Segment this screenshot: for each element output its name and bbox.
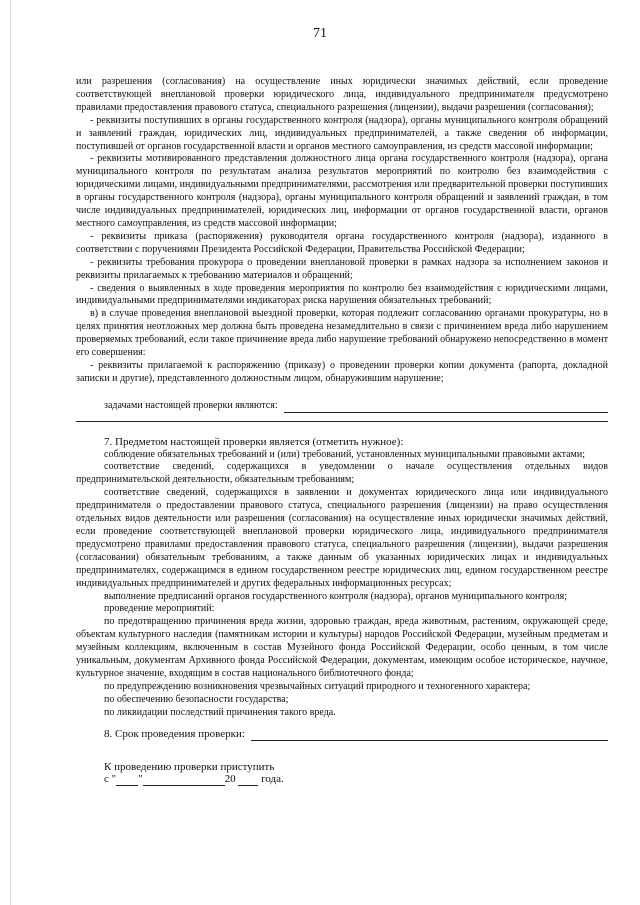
subject-item: проведение мероприятий: bbox=[104, 603, 215, 615]
paragraph: - реквизиты приказа (распоряжения) руководителя органа государственного контроля (надзора), изданного в соответствии с поручениями Президента Российской Федерации, Правительства Российской Федерации; bbox=[76, 230, 608, 255]
tasks-row bbox=[76, 400, 608, 413]
subject-item: по ликвидации последствий причинения такого вреда. bbox=[104, 706, 336, 718]
subject-item: соответствие сведений, содержащихся в заявлении и документах юридического лица или индивидуального предпринимателя о предоставлении правового статуса, специального разрешения (лицензии) на право осуществления отдельных видов деятельности или разрешения (согласования) на осуществление иных юридически значимых действий, если проведение соответствующей внеплановой проверки юридического лица, индивидуального предпринимателя предусмотрено правилами предоставления правового статуса, специального разрешения (лицензии), выдачи разрешения (согласования) обязательным требованиям, а также данным об указанных юридических лицах и индивидуальных предпринимателях, содержащимся в едином государственном реестре юридических лиц, едином государственном реестре индивидуальных предпринимателей и других федеральных информационных ресурсах; bbox=[76, 487, 608, 589]
date-quote-close: " bbox=[138, 773, 143, 786]
subject-item: выполнение предписаний органов государственного контроля (надзора), органов муниципального контроля; bbox=[104, 590, 568, 602]
start-label: К проведению проверки приступить bbox=[104, 760, 275, 773]
term-fill-line[interactable] bbox=[251, 731, 608, 741]
document-body bbox=[76, 76, 608, 786]
date-line bbox=[76, 773, 608, 786]
paragraph: - сведения о выявленных в ходе проведения мероприятия по контролю без взаимодействия с юридическими лицами, индивидуальными предпринимателями индикаторах риска нарушения обязательных требований; bbox=[76, 282, 608, 307]
tasks-fill-line[interactable] bbox=[284, 403, 608, 413]
month-field[interactable] bbox=[143, 775, 225, 786]
page-number: 71 bbox=[313, 26, 327, 41]
date-prefix: с " bbox=[104, 773, 117, 786]
year-prefix: 20 bbox=[224, 773, 236, 786]
paragraph: - реквизиты требования прокурора о проведении внеплановой проверки в рамках надзора за исполнением законов и реквизиты прилагаемых к требованию материалов и обращений; bbox=[76, 256, 608, 281]
paragraph: - реквизиты поступивших в органы государственного контроля (надзора), органы муниципального контроля обращений и заявлений граждан, юридических лиц, индивидуальных предпринимателей, а также сведения об информации, поступившей от органов государственной власти и органов местного самоуправления, из средств массовой информации; bbox=[76, 114, 608, 152]
paragraph: - реквизиты мотивированного представления должностного лица органа государственного контроля (надзора), органа муниципального контроля по результатам анализа результатов мероприятий по контролю без взаимодействия с юридическими лицами, индивидуальными предпринимателями, рассмотрения или предварительной проверки поступивших в органы государственного контроля (надзора), органы муниципального контроля обращений и заявлений граждан, в том числе индивидуальных предпринимателей, юридических лиц, информации от органов государственной власти, органов местного самоуправления, из средств массовой информации; bbox=[76, 153, 608, 229]
subject-item: по обеспечению безопасности государства; bbox=[104, 693, 289, 705]
subject-item: соблюдение обязательных требований и (или) требований, установленных муниципальными правовыми актами; bbox=[104, 448, 585, 460]
subject-item: по предотвращению причинения вреда жизни, здоровью граждан, вреда животным, растениям, окружающей среде, объектам культурного наследия (памятникам истории и культуры) народов Российской Федерации, музейным предметам и музейным коллекциям, включенным в состав Музейного фонда Российской Федерации, особо ценным, в том числе уникальным, документам Архивного фонда Российской Федерации, документам, имеющим особое историческое, научное, культурное значение, входящим в состав национального библиотечного фонда; bbox=[76, 616, 608, 679]
year-field[interactable] bbox=[238, 775, 258, 786]
subject-item: соответствие сведений, содержащихся в уведомлении о начале осуществления отдельных видов предпринимательской деятельности, обязательным требованиям; bbox=[76, 461, 608, 486]
term-heading: 8. Срок проведения проверки: bbox=[104, 727, 245, 740]
paragraph: - реквизиты прилагаемой к распоряжению (приказу) о проведении проверки копии документа (рапорта, докладной записки и другие), представленного должностным лицом, обнаружившим нарушение; bbox=[76, 359, 608, 384]
date-suffix: года. bbox=[261, 773, 284, 786]
tasks-label: задачами настоящей проверки являются: bbox=[104, 399, 278, 411]
term-row bbox=[76, 728, 608, 741]
tasks-fill-line-2[interactable] bbox=[76, 413, 608, 422]
paragraph: или разрешения (согласования) на осуществление иных юридически значимых действий, если проведение соответствующей внеплановой проверки юридического лица, индивидуального предпринимателя предусмотрено правилами предоставления правового статуса, специального разрешения (лицензии), выдачи разрешения (согласования); bbox=[76, 76, 608, 113]
subject-heading: 7. Предметом настоящей проверки является (отметить нужное): bbox=[104, 435, 404, 448]
scan-edge bbox=[10, 0, 11, 905]
paragraph: в) в случае проведения внеплановой выездной проверки, которая подлежит согласованию органами прокуратуры, но в целях принятия неотложных мер должна быть проведена незамедлительно в связи с причинением вреда либо нарушением проверяемых требований, если такое причинение вреда либо нарушение требований обнаружено непосредственно в момент его совершения: bbox=[76, 308, 608, 359]
subject-item: по предупреждению возникновения чрезвычайных ситуаций природного и техногенного характера; bbox=[104, 680, 531, 692]
day-field[interactable] bbox=[116, 775, 138, 786]
